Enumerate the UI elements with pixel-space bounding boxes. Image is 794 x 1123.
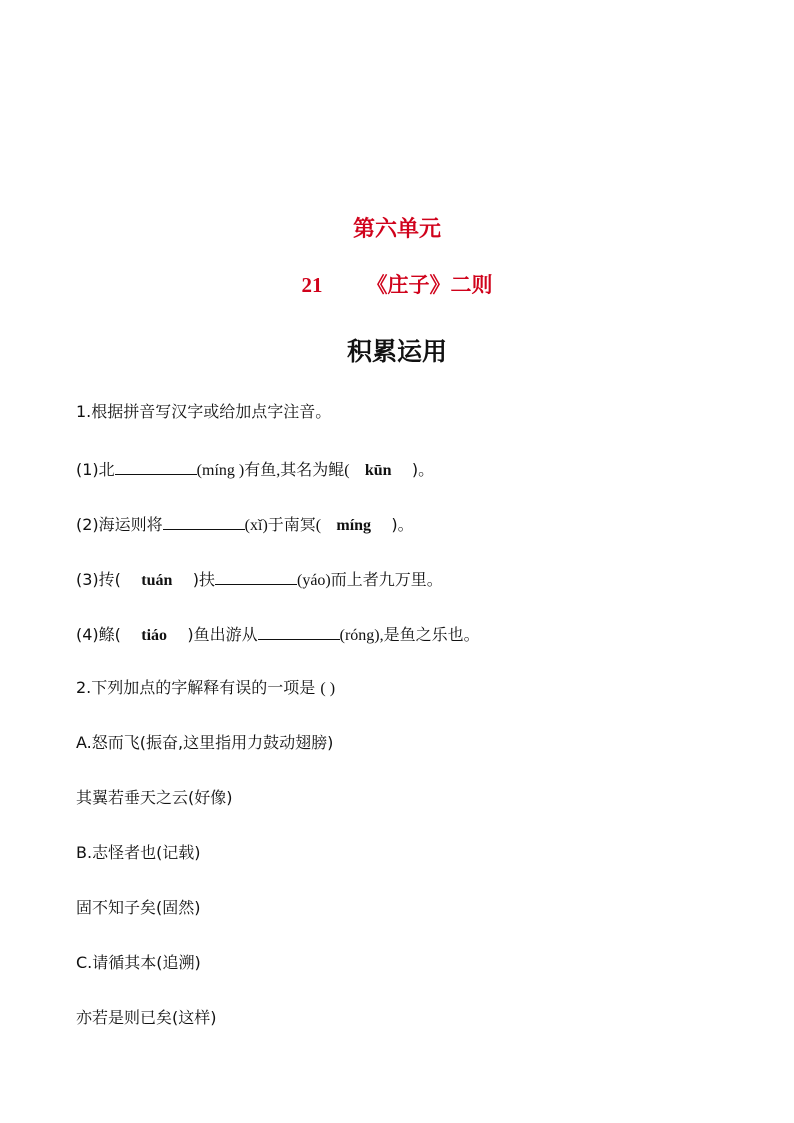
answer-blank[interactable] [258,623,340,640]
question-1-item-4 [76,623,480,646]
item-mid: )鱼出游从 [187,625,258,644]
option-c-line-1: C.请循其本(追溯) [76,953,201,972]
lesson-title: 《庄子》二则 [366,273,493,297]
question-1-item-3 [76,568,443,591]
unit-title: 第六单元 [352,217,441,242]
item-label: (3)抟( [76,570,121,589]
dotted-char-pinyin: tiáo [141,627,168,644]
section-title: 积累运用 [346,337,447,366]
item-mid: )扶 [192,570,215,589]
answer-blank[interactable] [163,513,245,530]
item-label: (4)鲦( [76,625,121,644]
question-1-stem: 1.根据拼音写汉字或给加点字注音。 [76,402,332,421]
item-label: (2)海运则将 [76,515,163,534]
item-tail: )。 [411,460,435,479]
question-1-item-2 [76,513,414,536]
answer-bracket[interactable]: ( ) [320,680,336,697]
question-2-stem [76,678,335,699]
item-text: (xǐ)于南冥( [244,517,322,534]
option-c-line-2: 亦若是则已矣(这样) [76,1008,217,1027]
answer-blank[interactable] [115,458,197,475]
item-label: (1)北 [76,460,115,479]
question-1-item-1 [76,458,434,481]
question-2-text: 2.下列加点的字解释有误的一项是 [76,678,316,697]
item-tail: )。 [391,515,414,534]
dotted-char-pinyin: míng [336,517,372,534]
item-text: (róng),是鱼之乐也。 [339,627,480,644]
option-b-line-1: B.志怪者也(记载) [76,843,201,862]
option-a-line-2: 其翼若垂天之云(好像) [76,788,233,807]
answer-blank[interactable] [215,568,297,585]
lesson-number: 21 [301,273,323,297]
option-a-line-1: A.怒而飞(振奋,这里指用力鼓动翅膀) [76,733,334,752]
lesson-title-row [0,269,794,299]
option-b-line-2: 固不知子矣(固然) [76,898,201,917]
dotted-char-pinyin: kūn [364,462,392,479]
item-text: (míng )有鱼,其名为鲲( [196,462,350,479]
dotted-char-pinyin: tuán [141,572,173,589]
item-text: (yáo)而上者九万里。 [296,572,443,589]
